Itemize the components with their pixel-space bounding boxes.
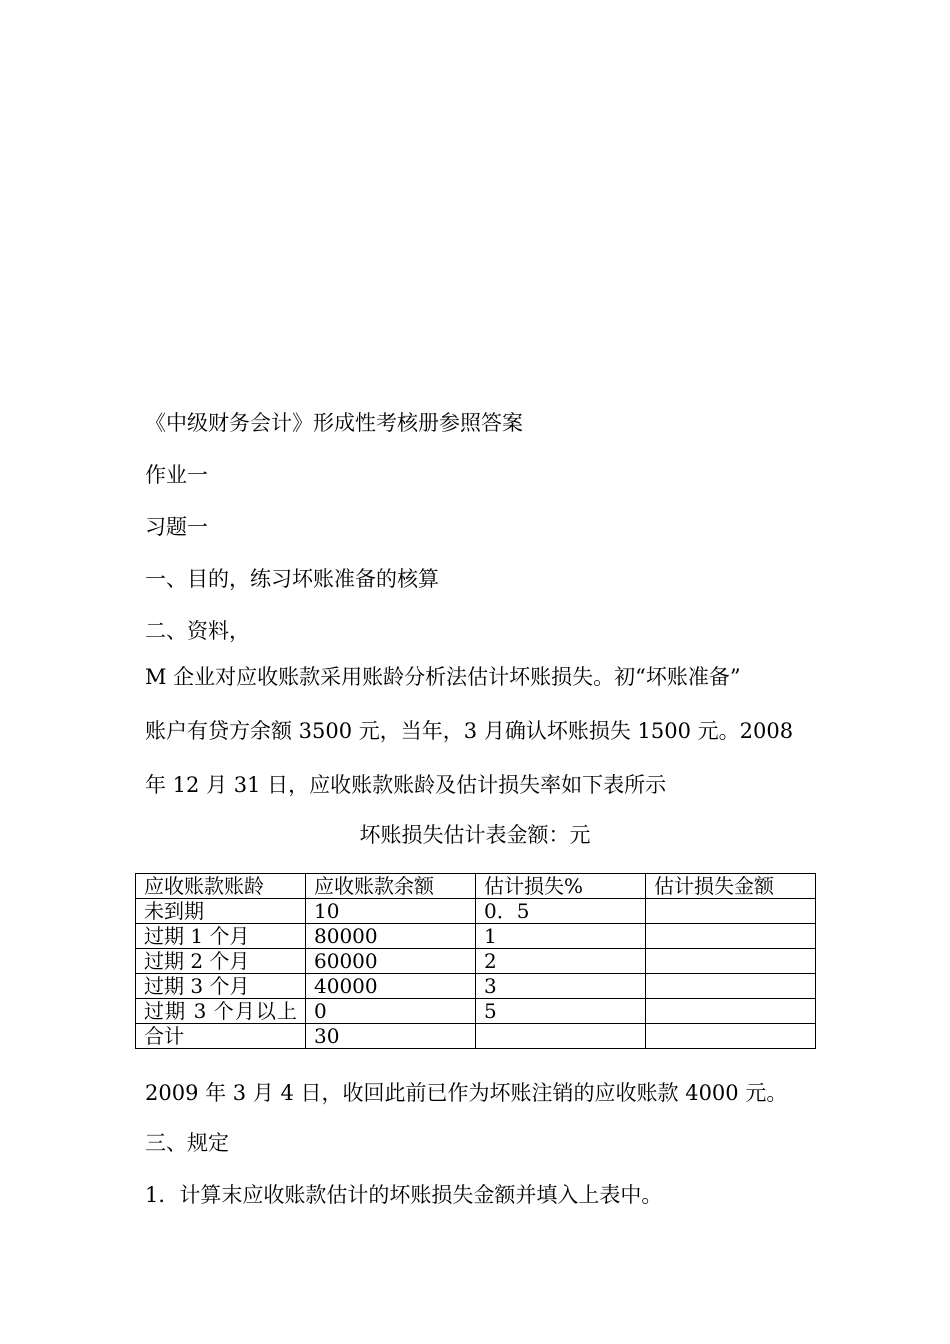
- table-cell: 过期 3 个月以上: [136, 999, 306, 1024]
- table-cell: 1: [476, 924, 646, 949]
- table-cell: 5: [476, 999, 646, 1024]
- table-cell: 过期 2 个月: [136, 949, 306, 974]
- assignment-heading: 作业一: [145, 463, 208, 487]
- document-title: 《中级财务会计》形成性考核册参照答案: [145, 411, 523, 435]
- bad-debt-estimate-table: [135, 873, 816, 1049]
- table-cell: 未到期: [136, 899, 306, 924]
- header-cell: 应收账款账龄: [136, 874, 306, 899]
- table-cell: 40000: [306, 974, 476, 999]
- table-cell: 0: [306, 999, 476, 1024]
- table-row: [136, 924, 816, 949]
- table-cell: [646, 949, 816, 974]
- table-row: [136, 949, 816, 974]
- header-cell: 应收账款余额: [306, 874, 476, 899]
- header-cell: 估计损失金额: [646, 874, 816, 899]
- table-total-row: [136, 1024, 816, 1049]
- header-cell: 估计损失%: [476, 874, 646, 899]
- table-cell: 2: [476, 949, 646, 974]
- recovery-note: 2009 年 3 月 4 日，收回此前已作为坏账注销的应收账款 4000 元。: [145, 1081, 788, 1105]
- table-cell: 0．5: [476, 899, 646, 924]
- paragraph-line: 账户有贷方余额 3500 元，当年，3 月确认坏账损失 1500 元。2008: [145, 719, 794, 743]
- table-cell: 过期 3 个月: [136, 974, 306, 999]
- table-cell: 30: [306, 1024, 476, 1049]
- exercise-heading: 习题一: [145, 515, 208, 539]
- table-header-row: [136, 874, 816, 899]
- table-caption: 坏账损失估计表金额：元: [359, 823, 591, 847]
- table-cell: 10: [306, 899, 476, 924]
- table-row: [136, 974, 816, 999]
- table-cell: [646, 974, 816, 999]
- table-cell: [476, 1024, 646, 1049]
- table-cell: [646, 999, 816, 1024]
- table-cell: 80000: [306, 924, 476, 949]
- table-cell: [646, 1024, 816, 1049]
- paragraph-line: 年 12 月 31 日，应收账款账龄及估计损失率如下表所示: [145, 773, 667, 797]
- table-cell: [646, 924, 816, 949]
- rules-heading: 三、规定: [145, 1131, 229, 1155]
- rule-item: 1．计算末应收账款估计的坏账损失金额并填入上表中。: [145, 1183, 663, 1207]
- paragraph-line: M 企业对应收账款采用账龄分析法估计坏账损失。初“坏账准备”: [145, 665, 741, 689]
- materials-heading: 二、资料，: [145, 619, 250, 643]
- table-cell: 合计: [136, 1024, 306, 1049]
- table-cell: 60000: [306, 949, 476, 974]
- purpose-line: 一、目的，练习坏账准备的核算: [145, 567, 439, 591]
- table-row: [136, 999, 816, 1024]
- table-cell: 3: [476, 974, 646, 999]
- table-cell: [646, 899, 816, 924]
- table-row: [136, 899, 816, 924]
- table-cell: 过期 1 个月: [136, 924, 306, 949]
